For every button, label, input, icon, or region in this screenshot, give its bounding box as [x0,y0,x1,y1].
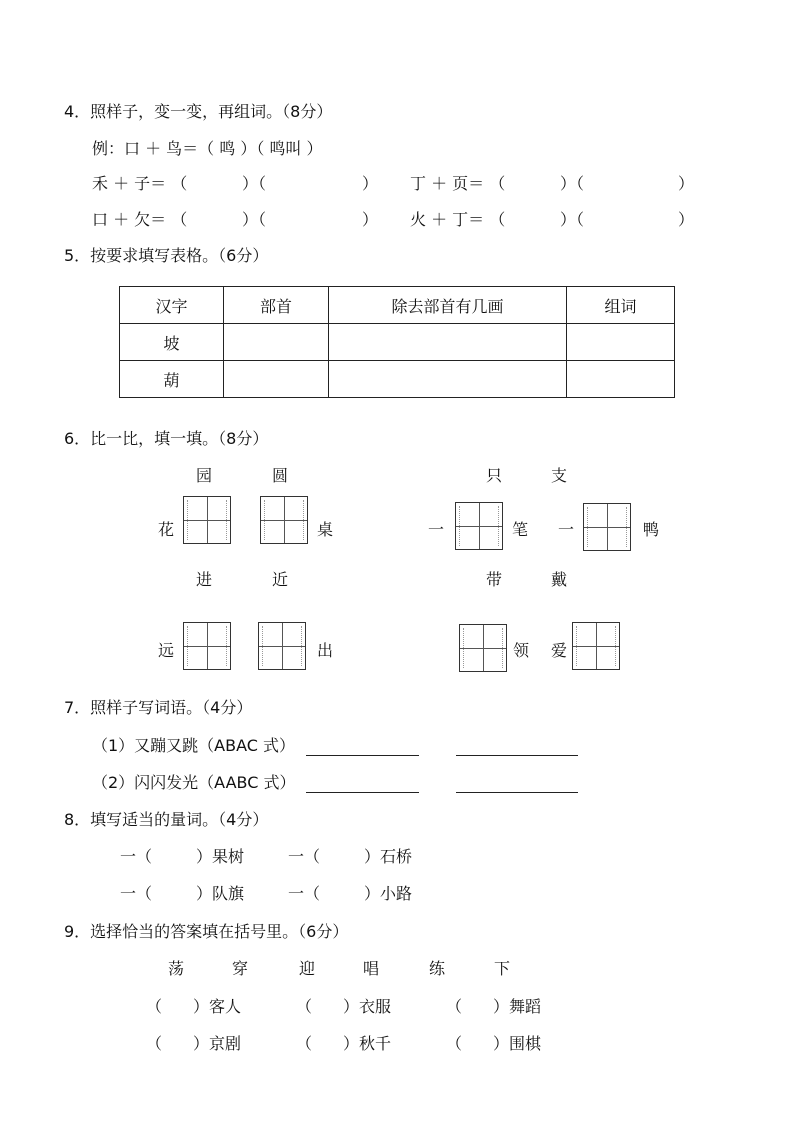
table-cell-blank[interactable] [567,324,675,361]
table-header-cell: 部首 [224,287,329,324]
q7-title: 7．照样子写词语。（4分） [64,698,253,717]
q8-item-pre: 一（ [288,884,321,903]
table-row [120,361,675,398]
q4-row2-left: 丁 ＋ 页＝ （ [410,174,506,193]
q6-word: 远 [158,641,175,660]
q9-option: 荡 [168,959,185,978]
answer-line[interactable] [456,755,578,756]
q4-row1-end: ） [362,174,379,193]
tianzige-box[interactable] [455,502,503,550]
q8-item-post: ）果树 [196,847,245,866]
q6-word: 爱 [551,641,568,660]
q8-title: 8．填写适当的量词。（4分） [64,810,269,829]
q4-title: 4．照样子，变一变，再组词。（8分） [64,102,333,121]
q9-item-pre: （ [296,1034,313,1053]
q9-item-pre: （ [146,997,163,1016]
q6-char: 戴 [551,570,568,589]
q4-row3-mid: ）（ [242,210,267,229]
q9-option: 下 [494,959,511,978]
table-header-cell: 汉字 [120,287,224,324]
q7-item: （1）又蹦又跳（ABAC 式） [92,736,296,755]
table-cell-blank[interactable] [329,324,567,361]
q9-item-post: ）围棋 [493,1034,542,1053]
q9-option: 唱 [363,959,380,978]
q6-title: 6．比一比，填一填。（8分） [64,429,269,448]
tianzige-box[interactable] [583,503,631,551]
q9-item-pre: （ [296,997,313,1016]
q9-option: 穿 [232,959,249,978]
q6-word: 领 [513,641,530,660]
q9-title: 9．选择恰当的答案填在括号里。（6分） [64,922,349,941]
table-cell-char: 葫 [120,361,224,398]
q4-row2-mid: ）（ [560,174,585,193]
q4-row3-end: ） [362,210,379,229]
tianzige-box[interactable] [183,496,231,544]
q6-char: 只 [486,466,503,485]
q6-word: 鸭 [643,520,660,539]
q9-item-post: ）舞蹈 [493,997,542,1016]
q4-row1-left: 禾 ＋ 子＝ （ [92,174,188,193]
q9-item-post: ）京剧 [193,1034,242,1053]
table-cell-blank[interactable] [224,361,329,398]
table-header-cell: 组词 [567,287,675,324]
tianzige-box[interactable] [459,624,507,672]
answer-line[interactable] [306,755,419,756]
q4-row1-mid: ）（ [242,174,267,193]
q6-word: 桌 [317,520,334,539]
q8-item-pre: 一（ [120,847,153,866]
q6-char: 进 [196,570,213,589]
q6-word: 花 [158,520,175,539]
table-header-row [120,287,675,324]
tianzige-box[interactable] [260,496,308,544]
q9-item-pre: （ [146,1034,163,1053]
q4-row4-end: ） [678,210,695,229]
q9-item-post: ）衣服 [343,997,392,1016]
q6-word: 笔 [512,520,529,539]
q4-row4-left: 火 ＋ 丁＝ （ [410,210,506,229]
q4-row2-end: ） [678,174,695,193]
answer-line[interactable] [456,792,578,793]
q9-option: 练 [429,959,446,978]
q6-char: 园 [196,466,213,485]
q9-item-pre: （ [446,1034,463,1053]
tianzige-box[interactable] [183,622,231,670]
answer-line[interactable] [306,792,419,793]
q8-item-pre: 一（ [288,847,321,866]
table-cell-char: 坡 [120,324,224,361]
q5-table [119,286,675,398]
table-cell-blank[interactable] [224,324,329,361]
q6-word: 一 [558,520,575,539]
q4-row4-mid: ）（ [560,210,585,229]
q6-char: 带 [486,570,503,589]
table-cell-blank[interactable] [329,361,567,398]
q9-option: 迎 [299,959,316,978]
table-header-cell: 除去部首有几画 [329,287,567,324]
q8-item-post: ）石桥 [364,847,413,866]
q5-title: 5．按要求填写表格。（6分） [64,246,269,265]
q9-item-pre: （ [446,997,463,1016]
q9-item-post: ）客人 [193,997,242,1016]
q4-example: 例：口 ＋ 鸟＝（ 鸣 ）（ 鸣叫 ） [92,139,323,158]
q6-char: 支 [551,466,568,485]
table-row [120,324,675,361]
tianzige-box[interactable] [258,622,306,670]
tianzige-box[interactable] [572,622,620,670]
q6-char: 圆 [272,466,289,485]
q9-item-post: ）秋千 [343,1034,392,1053]
q8-item-pre: 一（ [120,884,153,903]
table-cell-blank[interactable] [567,361,675,398]
q8-item-post: ）小路 [364,884,413,903]
q6-char: 近 [272,570,289,589]
q4-row3-left: 口 ＋ 欠＝ （ [92,210,188,229]
q6-word: 一 [428,520,445,539]
q6-word: 出 [317,641,334,660]
q8-item-post: ）队旗 [196,884,245,903]
q7-item: （2）闪闪发光（AABC 式） [92,773,296,792]
